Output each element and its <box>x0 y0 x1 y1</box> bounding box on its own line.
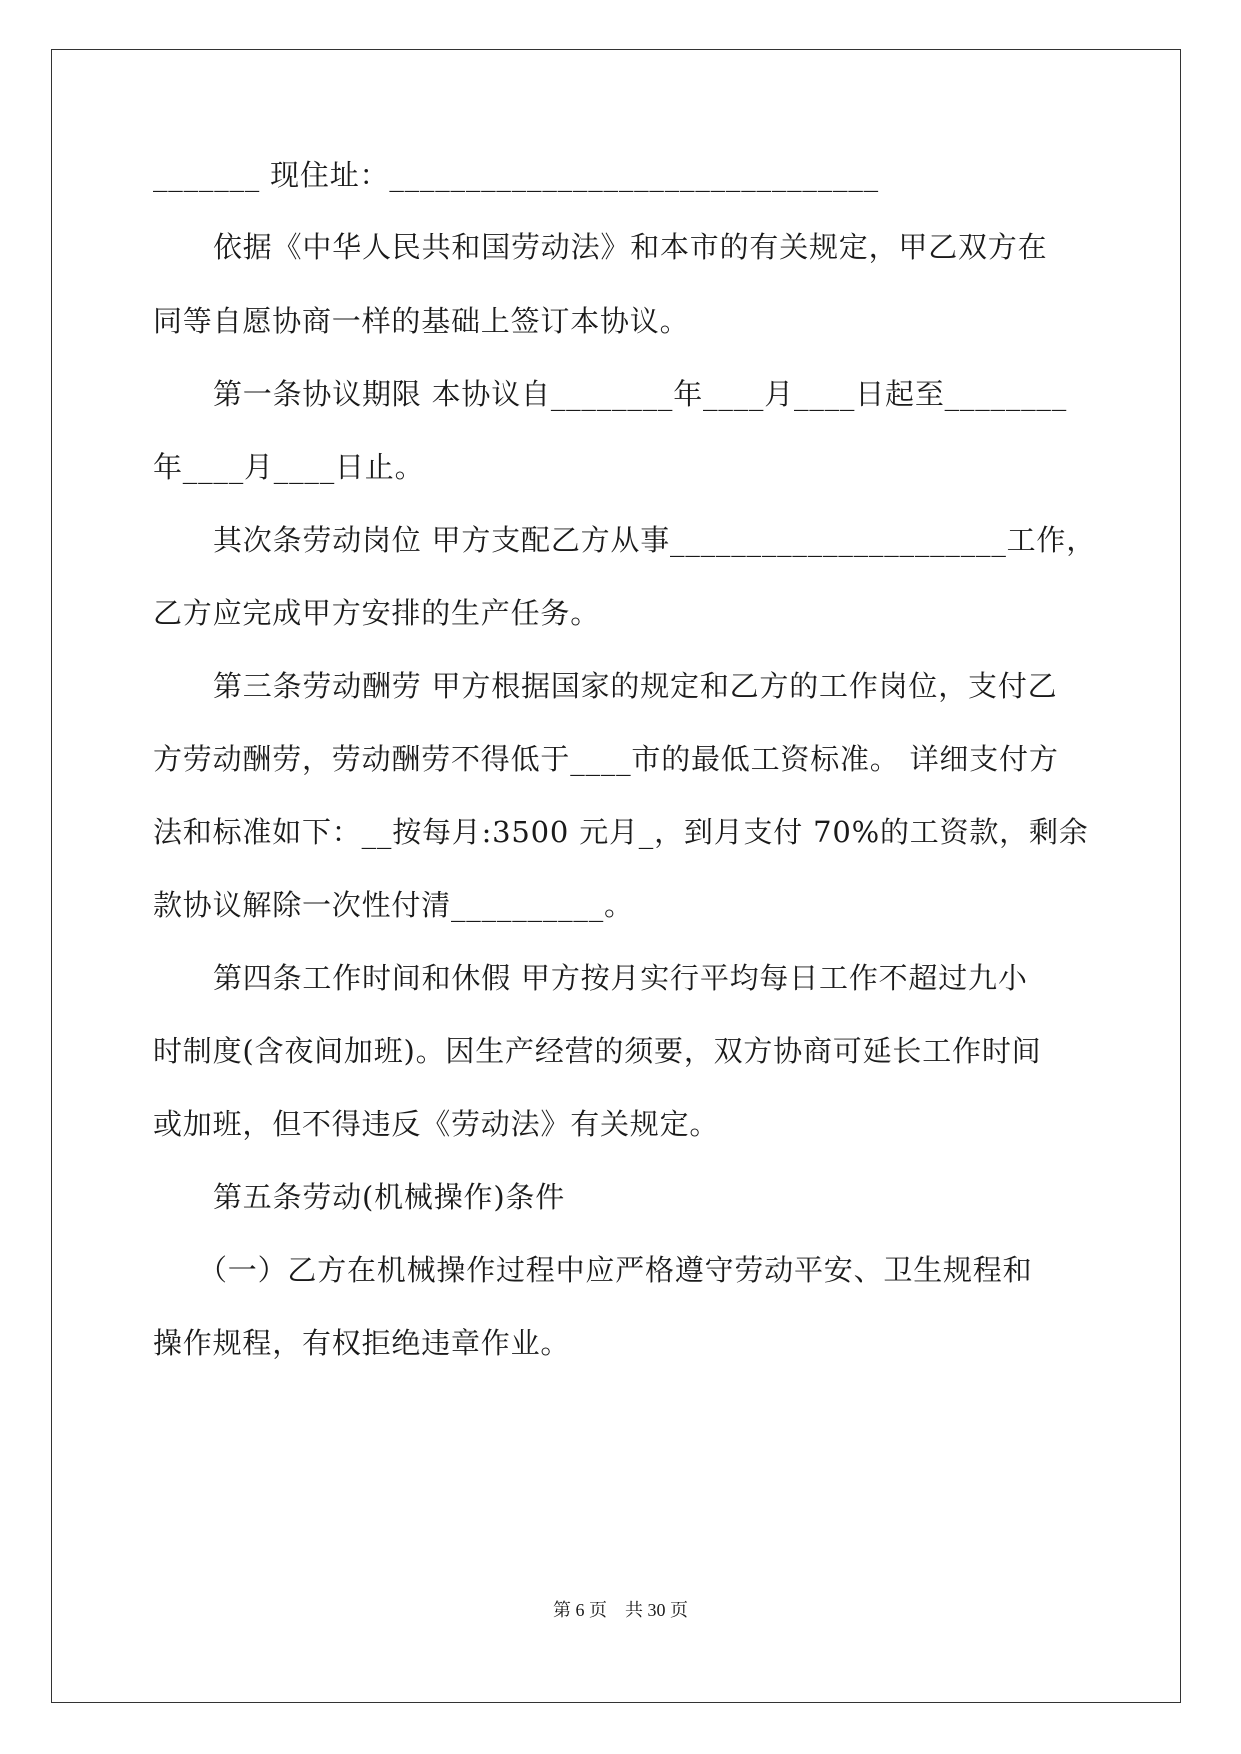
article-1-line-2: 年____月____日止。 <box>153 450 425 484</box>
article-3-line-4: 款协议解除一次性付清__________。 <box>153 888 634 922</box>
article-4-line-1: 第四条工作时间和休假 甲方按月实行平均每日工作不超过九小 <box>213 961 1028 995</box>
article-2-line-2: 乙方应完成甲方安排的生产任务。 <box>153 596 601 630</box>
article-3-line-1: 第三条劳动酬劳 甲方根据国家的规定和乙方的工作岗位，支付乙 <box>213 669 1058 703</box>
article-4-line-3: 或加班，但不得违反《劳动法》有关规定。 <box>153 1107 720 1141</box>
article-5-item-1-line-1: （一）乙方在机械操作过程中应严格遵守劳动平安、卫生规程和 <box>198 1253 1033 1287</box>
paragraph-basis-line-2: 同等自愿协商一样的基础上签订本协议。 <box>153 304 690 338</box>
address-line: _______ 现住址：________________________________ <box>153 158 879 192</box>
article-5-item-1-line-2: 操作规程，有权拒绝违章作业。 <box>153 1326 571 1360</box>
article-4-line-2: 时制度(含夜间加班)。因生产经营的须要，双方协商可延长工作时间 <box>153 1034 1042 1068</box>
article-3-line-3: 法和标准如下：__按每月:3500 元月_，到月支付 70%的工资款，剩余 <box>153 815 1089 849</box>
article-3-line-2: 方劳动酬劳，劳动酬劳不得低于____市的最低工资标准。 详细支付方 <box>153 742 1059 776</box>
page-number-footer: 第 6 页 共 30 页 <box>553 1600 688 1620</box>
page-border <box>51 49 1181 1703</box>
paragraph-basis-line-1: 依据《中华人民共和国劳动法》和本市的有关规定，甲乙双方在 <box>213 230 1048 264</box>
article-2-line-1: 其次条劳动岗位 甲方支配乙方从事______________________工作， <box>213 523 1097 557</box>
article-1-line-1: 第一条协议期限 本协议自________年____月____日起至________ <box>213 377 1068 411</box>
article-5-heading: 第五条劳动(机械操作)条件 <box>213 1180 566 1214</box>
